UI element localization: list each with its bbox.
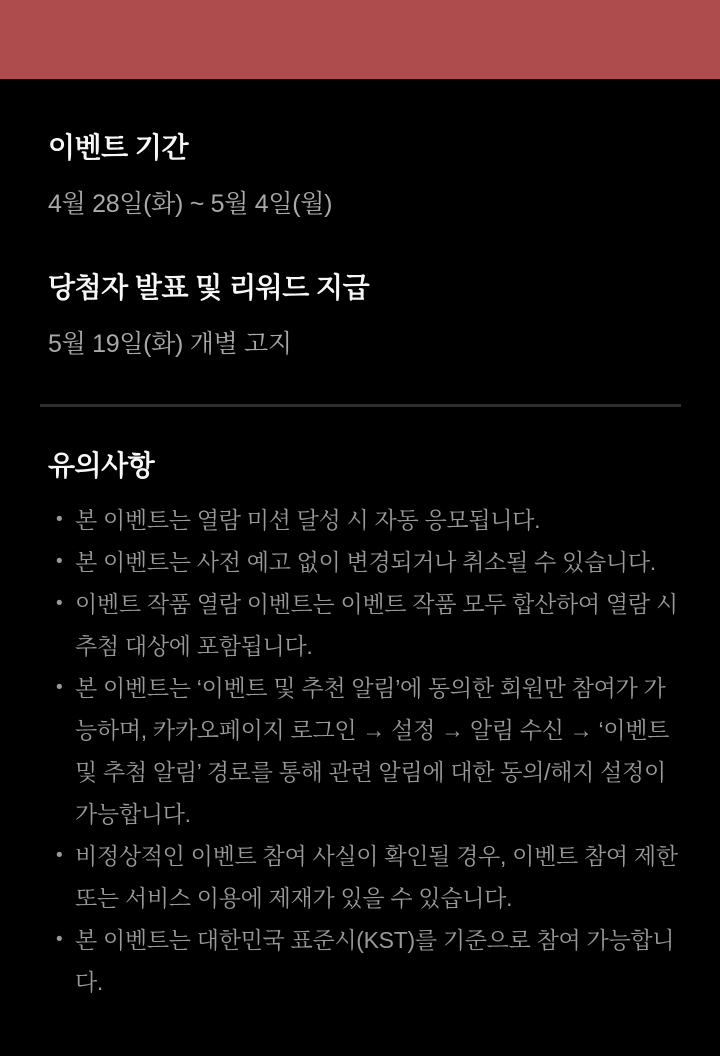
event-period-heading: 이벤트 기간 — [48, 132, 189, 163]
notice-item: • 본 이벤트는 ‘이벤트 및 추천 알림’에 동의한 회원만 참여가 가능하며, 카카오페이지 로그인 → 설정 → 알림 수신 → ‘이벤트 및 추첨 알림’ 경로를 통해 관련 알림에 대한 동의/해지 설정이 가능합니다. — [48, 667, 680, 835]
notice-item: • 본 이벤트는 사전 예고 없이 변경되거나 취소될 수 있습니다. — [48, 541, 680, 583]
notice-item: • 본 이벤트는 열람 미션 달성 시 자동 응모됩니다. — [48, 499, 680, 541]
event-notice-content — [0, 131, 720, 1003]
notice-item: • 비정상적인 이벤트 참여 사실이 확인될 경우, 이벤트 참여 제한 또는 서비스 이용에 제재가 있을 수 있습니다. — [48, 835, 680, 919]
top-banner — [0, 0, 720, 79]
notice-heading: 유의사항 — [48, 450, 155, 481]
section-divider — [40, 404, 681, 407]
winner-announcement-value: 5월 19일(화) 개별 고지 — [48, 330, 292, 358]
event-period-value: 4월 28일(화) ~ 5월 4일(월) — [48, 190, 333, 218]
winner-announcement-heading: 당첨자 발표 및 리워드 지급 — [48, 272, 370, 303]
notice-list — [48, 499, 680, 1003]
notice-item: • 이벤트 작품 열람 이벤트는 이벤트 작품 모두 합산하여 열람 시 추첨 대상에 포함됩니다. — [48, 583, 680, 667]
notice-item: • 본 이벤트는 대한민국 표준시(KST)를 기준으로 참여 가능합니다. — [48, 919, 680, 1003]
